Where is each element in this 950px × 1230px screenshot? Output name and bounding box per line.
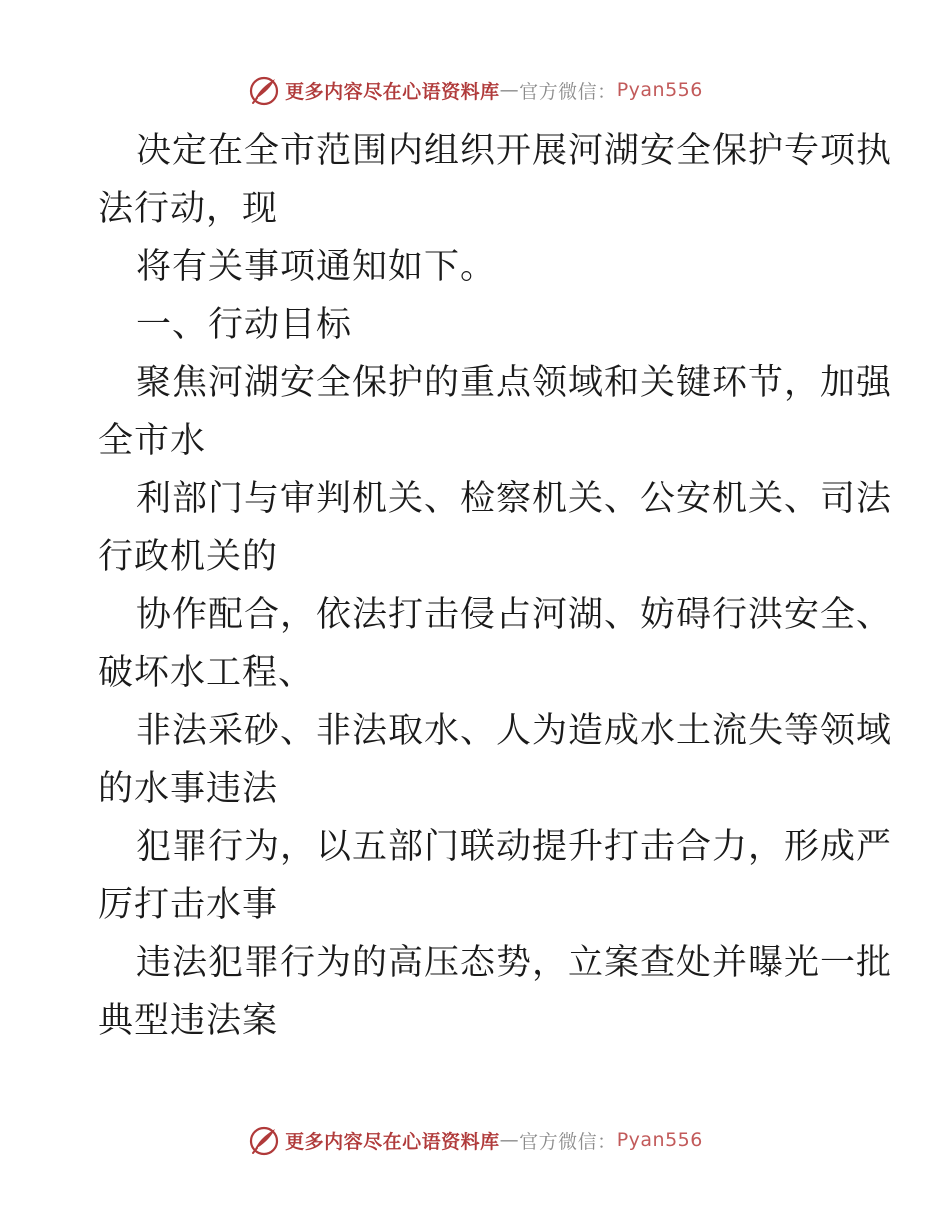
text-line: 典型违法案 xyxy=(98,1001,279,1041)
text-line: 非法采砂、非法取水、人为造成水土流失等领域 xyxy=(136,711,893,751)
watermark-brand: 更多内容尽在心语资料库 xyxy=(285,1130,500,1153)
text-line: 利部门与审判机关、检察机关、公安机关、司法 xyxy=(136,479,893,519)
text-line: 将有关事项通知如下。 xyxy=(136,247,497,287)
text-line: 全市水 xyxy=(98,421,207,461)
text-line: 协作配合，依法打击侵占河湖、妨碍行洪安全、 xyxy=(136,595,893,635)
watermark-wechat-label: 官方微信： xyxy=(519,1130,617,1153)
text-line: 聚焦河湖安全保护的重点领域和关键环节，加强 xyxy=(136,363,893,403)
watermark-wechat-label: 官方微信： xyxy=(519,80,617,103)
watermark-footer xyxy=(0,1118,950,1162)
text-line: 厉打击水事 xyxy=(98,885,279,925)
text-line: 的水事违法 xyxy=(98,769,279,809)
section-heading: 一、行动目标 xyxy=(136,305,353,345)
text-line: 决定在全市范围内组织开展河湖安全保护专项执 xyxy=(136,131,893,171)
text-line: 犯罪行为，以五部门联动提升打击合力，形成严 xyxy=(136,827,893,867)
text-line: 违法犯罪行为的高压态势，立案查处并曝光一批 xyxy=(136,943,893,983)
document-body xyxy=(98,122,893,1050)
watermark-wechat-id: Pyan556 xyxy=(616,1129,703,1151)
quill-logo-icon xyxy=(247,1123,281,1157)
text-line: 破坏水工程、 xyxy=(98,653,315,693)
watermark-header xyxy=(0,68,950,112)
watermark-dash: — xyxy=(499,1129,520,1151)
watermark-dash: — xyxy=(499,79,520,101)
text-line: 法行动，现 xyxy=(98,189,279,229)
watermark-brand: 更多内容尽在心语资料库 xyxy=(285,80,500,103)
watermark-wechat-id: Pyan556 xyxy=(616,79,703,101)
quill-logo-icon xyxy=(247,73,281,107)
text-line: 行政机关的 xyxy=(98,537,279,577)
